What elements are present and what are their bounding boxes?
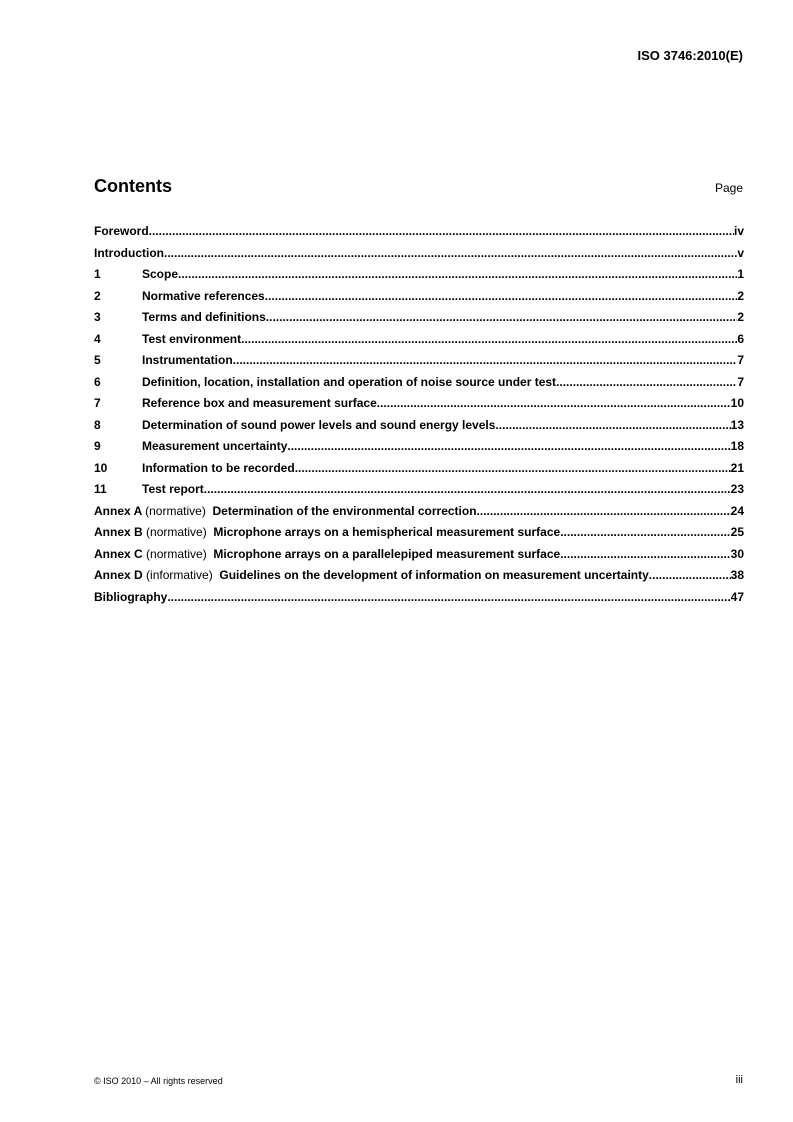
toc-entry-page: v — [737, 245, 744, 260]
toc-entry[interactable] — [94, 568, 744, 590]
document-code: ISO 3746:2010(E) — [637, 48, 743, 63]
toc-entry[interactable] — [94, 439, 744, 461]
toc-entry[interactable] — [94, 267, 744, 289]
toc-entry-title — [142, 375, 556, 389]
toc-entry-title — [142, 439, 287, 453]
toc-entry-title — [142, 353, 233, 367]
toc-dot-leader — [295, 461, 731, 475]
toc-dot-leader — [477, 504, 731, 518]
table-of-contents — [94, 224, 744, 611]
toc-entry-number: 5 — [94, 353, 101, 367]
toc-entry-title — [94, 547, 560, 561]
toc-entry-title — [142, 310, 266, 324]
toc-entry-number: 10 — [94, 460, 108, 475]
toc-entry[interactable] — [94, 525, 744, 547]
toc-entry-label: Annex A — [94, 503, 142, 518]
toc-entry[interactable] — [94, 482, 744, 504]
toc-entry-page: 24 — [730, 503, 744, 518]
toc-entry-number: 7 — [94, 396, 101, 410]
toc-entry-label: Definition, location, installation and operation of noise source under test — [142, 374, 557, 389]
toc-annex-type: (normative) — [145, 503, 206, 518]
toc-entry[interactable] — [94, 224, 744, 246]
toc-entry[interactable] — [94, 418, 744, 440]
toc-entry[interactable] — [94, 246, 744, 268]
toc-annex-title: Microphone arrays on a hemispherical measurement surface — [213, 525, 561, 539]
toc-entry-title — [94, 568, 649, 582]
toc-dot-leader — [266, 310, 738, 324]
toc-entry[interactable] — [94, 353, 744, 375]
toc-entry-label: Terms and definitions — [142, 310, 266, 324]
toc-entry-number: 1 — [94, 267, 101, 281]
toc-entry-title — [142, 396, 377, 410]
toc-entry-page: 23 — [730, 482, 744, 496]
toc-entry-page: 2 — [737, 288, 744, 303]
toc-entry-page: 10 — [730, 396, 744, 410]
toc-entry-page: 25 — [730, 525, 744, 539]
toc-dot-leader — [204, 482, 731, 496]
toc-entry-label: Annex D — [94, 568, 143, 582]
toc-entry-title — [142, 461, 295, 475]
toc-entry-label: Reference box and measurement surface — [142, 396, 377, 410]
toc-entry-page: 1 — [737, 267, 744, 281]
toc-annex-title: Microphone arrays on a parallelepiped measurement surface — [213, 546, 561, 561]
toc-dot-leader — [377, 396, 731, 410]
toc-entry-page: 21 — [730, 460, 744, 475]
toc-entry-page: 13 — [730, 417, 744, 432]
toc-dot-leader — [164, 246, 737, 260]
toc-annex-title: Determination of the environmental correction — [212, 503, 477, 518]
toc-entry-title — [142, 267, 178, 281]
toc-entry-label: Annex B — [94, 525, 143, 539]
toc-entry-title — [94, 590, 167, 604]
toc-entry[interactable] — [94, 310, 744, 332]
toc-dot-leader — [265, 289, 738, 303]
toc-entry[interactable] — [94, 332, 744, 354]
toc-entry-label: Annex C — [94, 546, 143, 561]
toc-entry-number: 4 — [94, 331, 101, 346]
toc-annex-title: Guidelines on the development of information on measurement uncertainty — [219, 568, 649, 582]
toc-dot-leader — [560, 525, 730, 539]
toc-entry-number: 6 — [94, 374, 101, 389]
toc-entry-page: 30 — [730, 546, 744, 561]
toc-annex-type: (informative) — [146, 568, 213, 582]
toc-dot-leader — [241, 332, 737, 346]
toc-entry[interactable] — [94, 396, 744, 418]
toc-entry-page: 2 — [737, 310, 744, 324]
toc-entry-title — [142, 332, 241, 346]
toc-entry[interactable] — [94, 590, 744, 612]
toc-entry-title — [94, 504, 477, 518]
toc-entry-label: Measurement uncertainty — [142, 439, 288, 453]
toc-entry-label: Information to be recorded — [142, 460, 295, 475]
toc-entry-page: 47 — [730, 589, 744, 604]
toc-entry-label: Normative references — [142, 288, 265, 303]
footer-copyright: © ISO 2010 – All rights reserved — [94, 1076, 223, 1086]
toc-entry-page: 38 — [730, 568, 744, 582]
toc-entry-label: Test report — [142, 482, 204, 496]
toc-dot-leader — [495, 418, 730, 432]
toc-entry-label: Test environment — [142, 331, 242, 346]
toc-entry-title — [94, 246, 164, 260]
toc-entry-number: 2 — [94, 288, 101, 303]
toc-entry-label: Foreword — [94, 224, 149, 238]
toc-entry-number: 9 — [94, 439, 101, 453]
toc-entry[interactable] — [94, 289, 744, 311]
toc-entry-label: Instrumentation — [142, 353, 233, 367]
toc-entry-label: Introduction — [94, 245, 164, 260]
toc-entry-label: Scope — [142, 267, 179, 281]
toc-entry-label: Determination of sound power levels and sound energy levels — [142, 417, 496, 432]
toc-entry[interactable] — [94, 504, 744, 526]
toc-entry-label: Bibliography — [94, 589, 168, 604]
toc-entry-title — [142, 482, 204, 496]
toc-entry[interactable] — [94, 461, 744, 483]
toc-dot-leader — [287, 439, 730, 453]
toc-entry-title — [142, 418, 495, 432]
footer-page-number: iii — [735, 1074, 743, 1086]
toc-annex-type: (normative) — [146, 546, 207, 561]
toc-entry-page: 6 — [737, 331, 744, 346]
toc-entry-number: 3 — [94, 310, 101, 324]
toc-dot-leader — [233, 353, 738, 367]
page-column-label: Page — [714, 181, 743, 195]
toc-entry-number: 11 — [94, 482, 107, 496]
toc-dot-leader — [178, 267, 737, 281]
toc-entry-page: 18 — [730, 439, 744, 453]
toc-dot-leader — [556, 375, 737, 389]
toc-dot-leader — [149, 224, 734, 238]
toc-entry-page: 7 — [737, 353, 744, 367]
toc-dot-leader — [167, 590, 730, 604]
toc-entry-title — [94, 224, 149, 238]
toc-entry-page: 7 — [737, 374, 744, 389]
toc-entry[interactable] — [94, 547, 744, 569]
toc-entry[interactable] — [94, 375, 744, 397]
toc-entry-page: iv — [733, 224, 744, 238]
toc-annex-type: (normative) — [146, 525, 207, 539]
toc-dot-leader — [649, 568, 731, 582]
toc-entry-title — [94, 525, 560, 539]
contents-title: Contents — [94, 176, 172, 196]
toc-dot-leader — [560, 547, 730, 561]
toc-entry-number: 8 — [94, 417, 101, 432]
toc-entry-title — [142, 289, 265, 303]
